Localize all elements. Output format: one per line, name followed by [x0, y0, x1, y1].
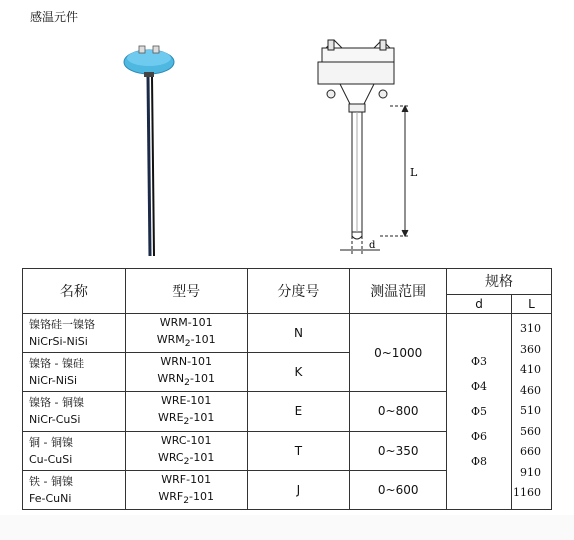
sensor-figure: [0, 0, 574, 268]
spec-table: [22, 268, 552, 510]
model-1: WRN-101: [160, 355, 213, 369]
range: 0~600: [350, 470, 447, 509]
grade: K: [247, 353, 350, 392]
name-en: Fe-CuNi: [29, 491, 72, 505]
sensor-disk-illustration: [124, 46, 174, 256]
table-row: [23, 314, 552, 353]
d-values: Φ3 Φ4 Φ5 Φ6 Φ8: [447, 314, 512, 510]
grade: E: [247, 392, 350, 431]
model-1: WRM-101: [159, 316, 213, 329]
header-model: 型号: [125, 269, 247, 314]
name-en: NiCrSi-NiSi: [29, 335, 88, 349]
header-L: L: [511, 294, 551, 313]
name-en: Cu-CuSi: [29, 452, 73, 466]
grade: J: [247, 470, 350, 509]
model-2: $WRE_2-101$: [158, 411, 215, 428]
header-d: d: [447, 294, 512, 313]
name-cn: 镍铬 - 铜镍: [29, 396, 84, 410]
bottom-band: [0, 515, 574, 540]
header-spec: 规格: [447, 269, 552, 295]
grade: N: [247, 314, 350, 353]
page-title: 感温元件: [30, 10, 79, 24]
range: 0~800: [350, 392, 447, 431]
dim-d-label: d: [369, 240, 376, 251]
range: 0~1000: [350, 314, 447, 392]
model-1: WRE-101: [160, 394, 212, 408]
model-2: $WRC_2-101$: [157, 450, 215, 467]
model-2: $WRF_2-101$: [158, 489, 215, 506]
model-2: $WRM_2-101$: [156, 333, 216, 350]
name-cn: 镍铬 - 镍硅: [29, 357, 84, 371]
header-name: 名称: [23, 269, 126, 314]
header-grade: 分度号: [247, 269, 350, 314]
name-cn: 铜 - 铜镍: [29, 435, 73, 449]
name-en: NiCr-NiSi: [29, 374, 78, 388]
range: 0~350: [350, 431, 447, 470]
name-cn: 镍铬硅一镍铬: [29, 318, 95, 332]
dim-L-label: L: [410, 166, 418, 179]
grade: T: [247, 431, 350, 470]
model-1: WRC-101: [160, 433, 212, 447]
model-1: WRF-101: [161, 472, 212, 486]
L-values: 310 360 410 460 510 560 660 910 1160: [511, 314, 551, 510]
model-2: $WRN_2-101$: [157, 372, 215, 389]
sensor-line-drawing: [318, 40, 410, 254]
header-range: 测温范围: [350, 269, 447, 314]
name-en: NiCr-CuSi: [29, 413, 81, 427]
name-cn: 铁 - 铜镍: [29, 474, 73, 488]
